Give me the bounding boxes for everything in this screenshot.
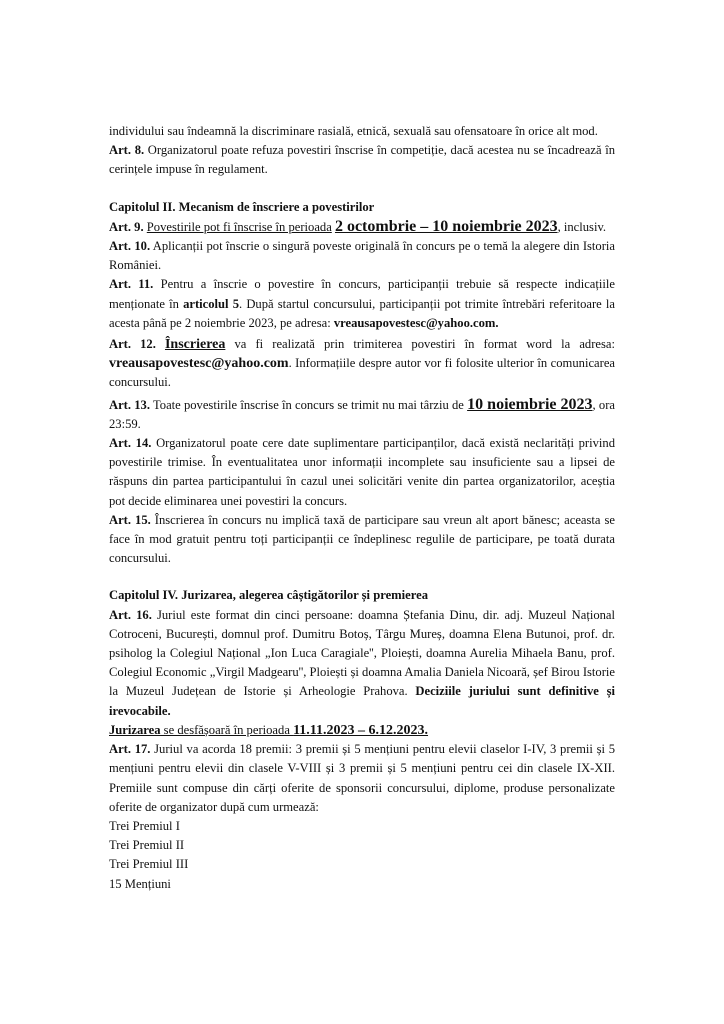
article-label: Art. 15. [109,512,151,527]
prize-item: Trei Premiul III [109,857,189,872]
prize-item: Trei Premiul II [109,838,185,853]
article-label: Art. 10. [109,239,151,254]
submission-email: vreausapovestesc@yahoo.com [109,356,289,372]
deadline-date: 10 noiembrie 2023 [467,395,593,413]
judging-dates: 11.11.2023 – 6.12.2023. [293,722,429,738]
article-label: Art. 11. [109,277,154,292]
article-17: Art. 17. Juriul va acorda 18 premii: 3 premii și 5 mențiuni pentru elevii claselor I-IV, 3 premii și 5 mențiuni pentru elevii din clasele V-VIII și 3 premii și 5 mențiuni pentru cei din clasele IX-XII. Premiile sunt compuse din cărți oferite de sponsorii concursului, diplome, produse personalizate oferite de organizator după cum urmează: [109,742,615,814]
chapter-4-heading: Capitolul IV. Jurizarea, alegerea câștigătorilor și premierea [109,588,428,603]
article-label: Art. 13. [109,397,150,412]
contact-email: vreausapovestesc@yahoo.com. [333,315,499,330]
article-8: Art. 8. Organizatorul poate refuza povestiri înscrise în competiție, dacă acestea nu se încadrează în cerințele impuse în regulament. [109,143,615,177]
document-body [109,122,615,894]
article-label: Art. 17. [109,742,151,757]
article-label: Art. 14. [109,436,152,451]
continued-text: individului sau îndeamnă la discriminare rasială, etnică, sexuală sau ofensatoare în orice alt mod. [109,124,598,138]
article-label: Art. 9. [109,219,144,234]
article-label: Art. 16. [109,607,152,622]
prize-item: Trei Premiul I [109,818,180,833]
article-16: Art. 16. Juriul este format din cinci persoane: doamna Ștefania Dinu, dir. adj. Muzeul Național Cotroceni, București, domnul prof. Dumitru Botoș, Târgu Mureș, doamna Elena Butunoi, prof. dr. psiholog la Colegiul Național „Ion Luca Caragiale'', Ploiești, doamna Aurelia Mihaela Banu, prof. Colegiul Economic „Virgil Madgearu'', Ploiești și doamna Amalia Daniela Nicoară, șef Birou Istorie la Muzeul Județean de Istorie și Arheologie Prahova. Deciziile juriului sunt definitive și irevocabile. [109,607,615,718]
prize-item: 15 Mențiuni [109,876,171,891]
article-label: Art. 12. [109,337,156,352]
article-12: Art. 12. Înscrierea va fi realizată prin trimiterea povestiri în format word la adresa: vreausapovestesc@yahoo.com. Informațiile despre autor vor fi folosite ulterior în comunicarea concursului. [109,337,615,390]
article-15: Art. 15. Înscrierea în concurs nu implică taxă de participare sau vreun alt aport bănesc; aceasta se face în mod gratuit pentru toți participanții ce îndeplinesc regulile de participare, pe toată durata concursului. [109,512,615,566]
chapter-2-heading: Capitolul II. Mecanism de înscriere a povestirilor [109,199,375,214]
article-13: Art. 13. Toate povestirile înscrise în concurs se trimit nu mai târziu de 10 noiembrie 2023, ora 23:59. [109,395,615,431]
article-10: Art. 10. Aplicanții pot înscrie o singură poveste originală în concurs pe o temă la alegere din Istoria României. [109,239,615,273]
article-14: Art. 14. Organizatorul poate cere date suplimentare participanților, dacă există neclarități privind povestirile trimise. În eventualitatea unor informații incomplete sau insuficiente sau a lipsei de răspuns din partea participantului în cazul unei solicitări venite din partea organizatorilor, aceștia pot decide eliminarea unei povestiri la concurs. [109,436,615,508]
article-label: Art. 8. [109,143,145,158]
paragraph-continued [109,122,615,141]
article-11: Art. 11. Pentru a înscrie o povestire în concurs, participanții trebuie să respecte indicațiile menționate în articolul 5. După startul concursului, participanții pot trimite întrebări referitoare la acesta până pe 2 noiembrie 2023, pe adresa: vreausapovestesc@yahoo.com. [109,277,615,330]
registration-dates: 2 octombrie – 10 noiembrie 2023 [334,217,558,235]
article-9: Art. 9. Povestirile pot fi înscrise în perioada 2 octombrie – 10 noiembrie 2023, inclusiv. [109,217,607,235]
judging-period: Jurizarea se desfășoară în perioada 11.11.2023 – 6.12.2023. [109,722,429,738]
